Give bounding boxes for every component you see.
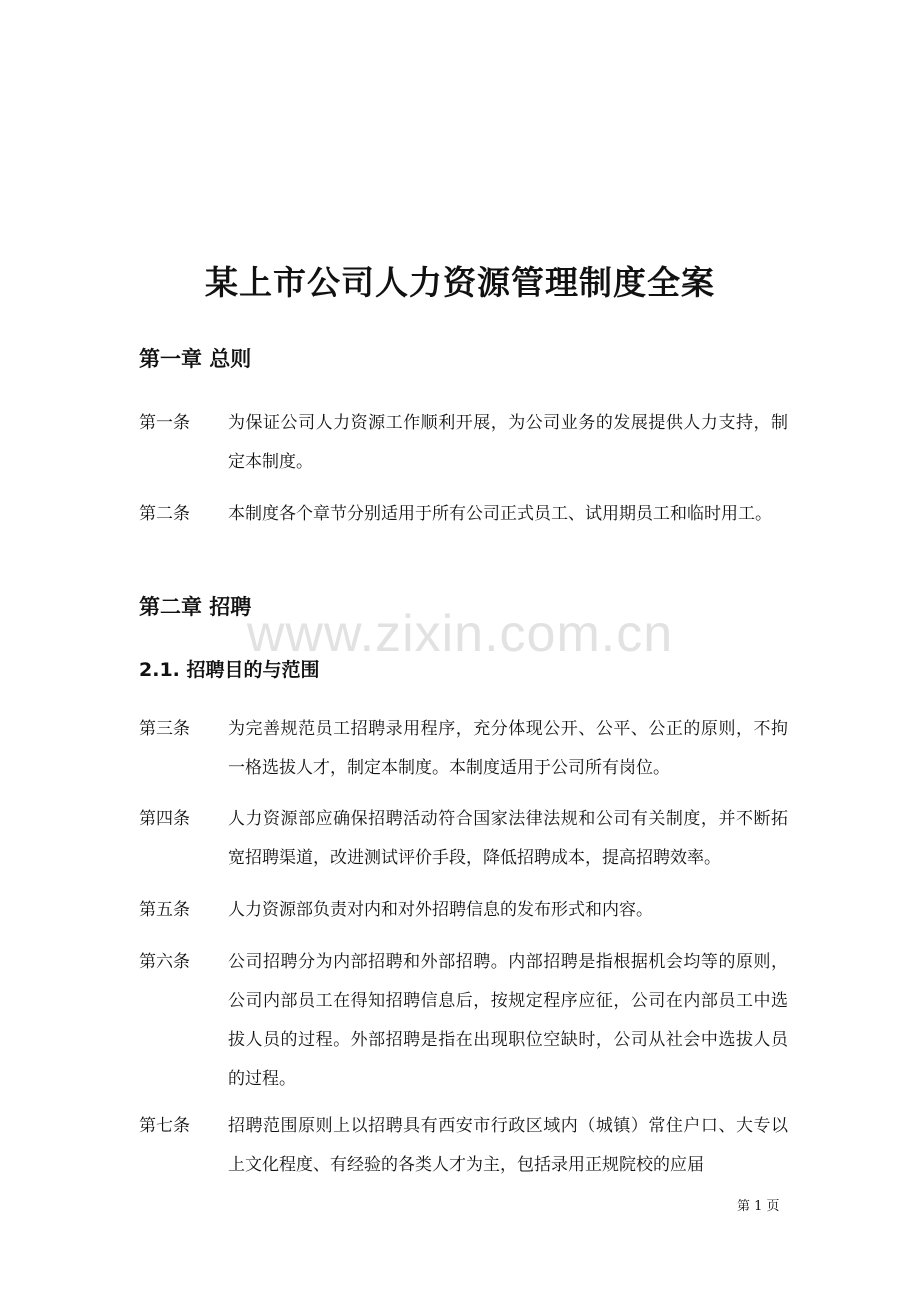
article-number: 第七条 [139,1116,190,1136]
article-7 [139,1107,799,1187]
article-4 [139,800,799,880]
article-number: 第三条 [139,719,190,739]
article-number: 第二条 [139,504,190,524]
article-text: 为保证公司人力资源工作顺利开展，为公司业务的发展提供人力支持，制定本制度。 [228,413,788,472]
article-2 [139,495,799,575]
page-number: 第 1 页 [737,1199,780,1214]
watermark-text: www.zixin.com.cn [246,605,674,663]
chapter-heading-1: 第一章 总则 [139,347,252,371]
article-number: 第五条 [139,900,190,920]
section-heading-2-1: 2.1. 招聘目的与范围 [139,659,320,681]
article-6 [139,943,799,1103]
article-5 [139,891,799,931]
article-text: 为完善规范员工招聘录用程序，充分体现公开、公平、公正的原则，不拘一格选拔人才，制定本制度。本制度适用于公司所有岗位。 [228,719,788,778]
chapter-heading-2: 第二章 招聘 [139,595,252,619]
article-text: 人力资源部负责对内和对外招聘信息的发布形式和内容。 [228,900,653,920]
article-1 [139,404,799,484]
article-3 [139,710,799,790]
article-text: 招聘范围原则上以招聘具有西安市行政区域内（城镇）常住户口、大专以上文化程度、有经验的各类人才为主，包括录用正规院校的应届 [228,1116,788,1175]
article-number: 第一条 [139,413,190,433]
article-number: 第四条 [139,809,190,829]
article-text: 本制度各个章节分别适用于所有公司正式员工、试用期员工和临时用工。 [228,504,772,524]
article-text: 人力资源部应确保招聘活动符合国家法律法规和公司有关制度，并不断拓宽招聘渠道，改进测试评价手段，降低招聘成本，提高招聘效率。 [228,809,788,868]
page-title: 某上市公司人力资源管理制度全案 [205,263,715,302]
article-number: 第六条 [139,952,190,972]
article-text: 公司招聘分为内部招聘和外部招聘。内部招聘是指根据机会均等的原则，公司内部员工在得知招聘信息后，按规定程序应征，公司在内部员工中选拔人员的过程。外部招聘是指在出现职位空缺时，公司从社会中选拔人员的过程。 [228,952,788,1089]
